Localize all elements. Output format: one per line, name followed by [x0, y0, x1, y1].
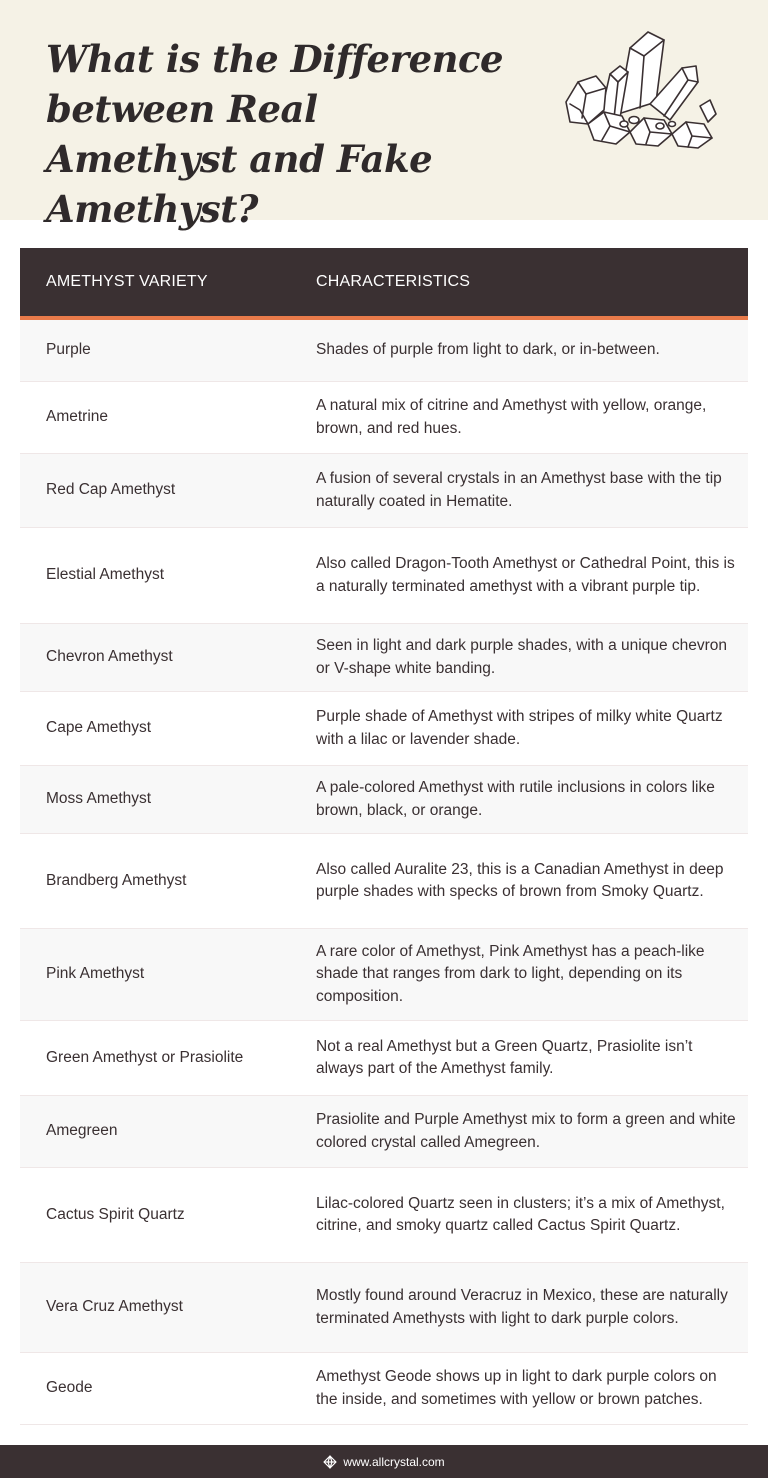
- crystal-cluster-icon: [560, 26, 720, 150]
- column-header-variety: AMETHYST VARIETY: [46, 273, 208, 290]
- table-row: [20, 834, 748, 929]
- variety-cell: Moss Amethyst: [46, 790, 152, 808]
- table-row: [20, 320, 748, 382]
- characteristics-cell: Purple shade of Amethyst with stripes of milky white Quartz with a lilac or lavender shade.: [316, 708, 723, 748]
- variety-cell: Amegreen: [46, 1122, 118, 1140]
- variety-cell: Red Cap Amethyst: [46, 481, 176, 499]
- page-title: What is the Difference between Real Amethyst and Fake Amethyst?: [46, 37, 504, 231]
- header: [0, 0, 768, 231]
- characteristics-cell: A rare color of Amethyst, Pink Amethyst has a peach-like shade that ranges from dark to light, depending on its composition.: [316, 942, 705, 1005]
- variety-cell: Cactus Spirit Quartz: [46, 1205, 185, 1223]
- characteristics-cell: Not a real Amethyst but a Green Quartz, Prasiolite isn’t always part of the Amethyst family.: [316, 1037, 693, 1077]
- characteristics-cell: Seen in light and dark purple shades, with a unique chevron or V-shape white banding.: [316, 637, 728, 677]
- variety-cell: Brandberg Amethyst: [46, 871, 187, 889]
- characteristics-cell: Amethyst Geode shows up in light to dark purple colors on the inside, and sometimes with yellow or brown patches.: [316, 1368, 717, 1408]
- characteristics-cell: Prasiolite and Purple Amethyst mix to form a green and white colored crystal called Amegreen.: [316, 1111, 736, 1151]
- table-row: [20, 1168, 748, 1263]
- table-row: [20, 1096, 748, 1168]
- footer-url[interactable]: www.allcrystal.com: [343, 1454, 445, 1469]
- crystal-logo-icon: [323, 1455, 337, 1469]
- variety-cell: Geode: [46, 1379, 93, 1397]
- table-row: [20, 692, 748, 766]
- variety-cell: Elestial Amethyst: [46, 566, 165, 584]
- variety-cell: Ametrine: [46, 408, 109, 426]
- table-row: [20, 1263, 748, 1353]
- table-row: [20, 1353, 748, 1425]
- table-row: [20, 1021, 748, 1096]
- characteristics-cell: Also called Auralite 23, this is a Canadian Amethyst in deep purple shades with specks of brown from Smoky Quartz.: [316, 860, 724, 900]
- variety-cell: Vera Cruz Amethyst: [46, 1298, 183, 1316]
- characteristics-cell: A pale-colored Amethyst with rutile inclusions in colors like brown, black, or orange.: [316, 779, 715, 819]
- table-row: [20, 528, 748, 624]
- amethyst-varieties-table: [20, 248, 748, 1425]
- variety-cell: Cape Amethyst: [46, 719, 152, 737]
- table-row: [20, 454, 748, 528]
- characteristics-cell: Lilac-colored Quartz seen in clusters; it’s a mix of Amethyst, citrine, and smoky quartz called Cactus Spirit Quartz.: [316, 1194, 725, 1234]
- table-header: [20, 248, 748, 320]
- table-row: [20, 382, 748, 454]
- variety-cell: Pink Amethyst: [46, 965, 145, 983]
- footer: [0, 1445, 768, 1478]
- column-header-characteristics: CHARACTERISTICS: [316, 273, 471, 290]
- characteristics-cell: Mostly found around Veracruz in Mexico, these are naturally terminated Amethysts with light to dark purple colors.: [316, 1287, 728, 1327]
- characteristics-cell: A natural mix of citrine and Amethyst with yellow, orange, brown, and red hues.: [316, 397, 707, 437]
- variety-cell: Green Amethyst or Prasiolite: [46, 1048, 244, 1066]
- variety-cell: Chevron Amethyst: [46, 648, 173, 666]
- table-row: [20, 929, 748, 1021]
- variety-cell: Purple: [46, 341, 91, 359]
- characteristics-cell: Shades of purple from light to dark, or in-between.: [316, 341, 660, 359]
- characteristics-cell: A fusion of several crystals in an Amethyst base with the tip naturally coated in Hematite.: [316, 470, 722, 510]
- table-row: [20, 624, 748, 692]
- characteristics-cell: Also called Dragon-Tooth Amethyst or Cathedral Point, this is a naturally terminated amethyst with a vibrant purple tip.: [316, 555, 735, 595]
- table-row: [20, 766, 748, 834]
- table-body: [20, 320, 748, 1425]
